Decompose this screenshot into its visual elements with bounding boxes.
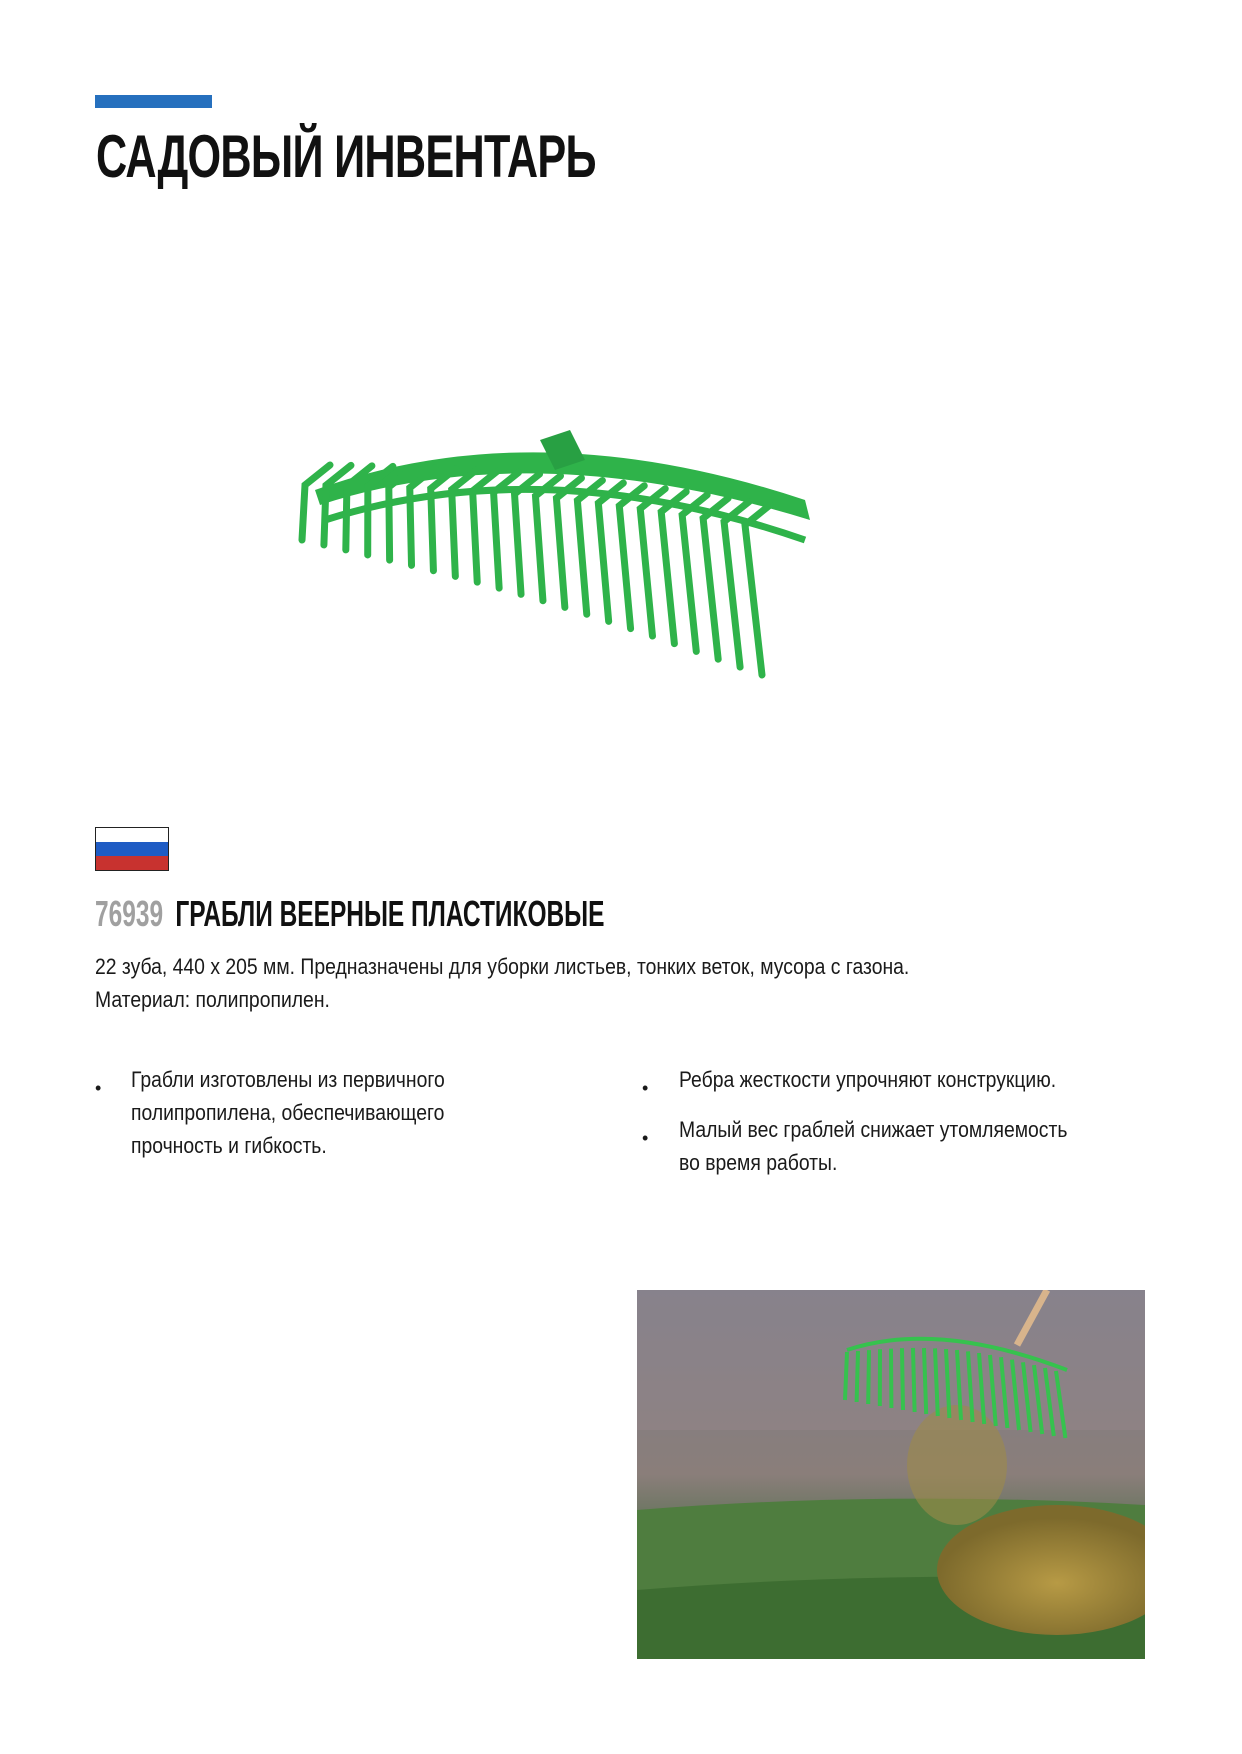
description-line: 22 зуба, 440 x 205 мм. Предназначены для уборки листьев, тонких веток, мусора с газона.	[95, 954, 910, 979]
section-title: САДОВЫЙ ИНВЕНТАРЬ	[96, 123, 596, 190]
product-description	[95, 950, 909, 1016]
product-image-rake	[285, 420, 845, 700]
feature-line: полипропилена, обеспечивающего	[131, 1100, 445, 1125]
feature-item	[131, 1063, 445, 1162]
product-code: 76939	[95, 893, 164, 934]
bullet-icon: •	[642, 1128, 649, 1148]
feature-line: прочность и гибкость.	[131, 1133, 327, 1158]
bullet-icon: •	[95, 1078, 102, 1098]
bullet-icon: •	[642, 1078, 649, 1098]
russia-flag-icon	[95, 827, 169, 871]
product-name: ГРАБЛИ ВЕЕРНЫЕ ПЛАСТИКОВЫЕ	[175, 893, 605, 934]
product-heading	[95, 893, 604, 935]
feature-item	[679, 1113, 1067, 1179]
feature-line: Грабли изготовлены из первичного	[131, 1067, 445, 1092]
usage-photo	[637, 1290, 1145, 1659]
feature-item	[679, 1063, 1056, 1096]
description-line: Материал: полипропилен.	[95, 987, 330, 1012]
feature-line: Ребра жесткости упрочняют конструкцию.	[679, 1067, 1057, 1092]
feature-line: во время работы.	[679, 1150, 838, 1175]
accent-bar	[95, 95, 212, 108]
feature-line: Малый вес граблей снижает утомляемость	[679, 1117, 1068, 1142]
